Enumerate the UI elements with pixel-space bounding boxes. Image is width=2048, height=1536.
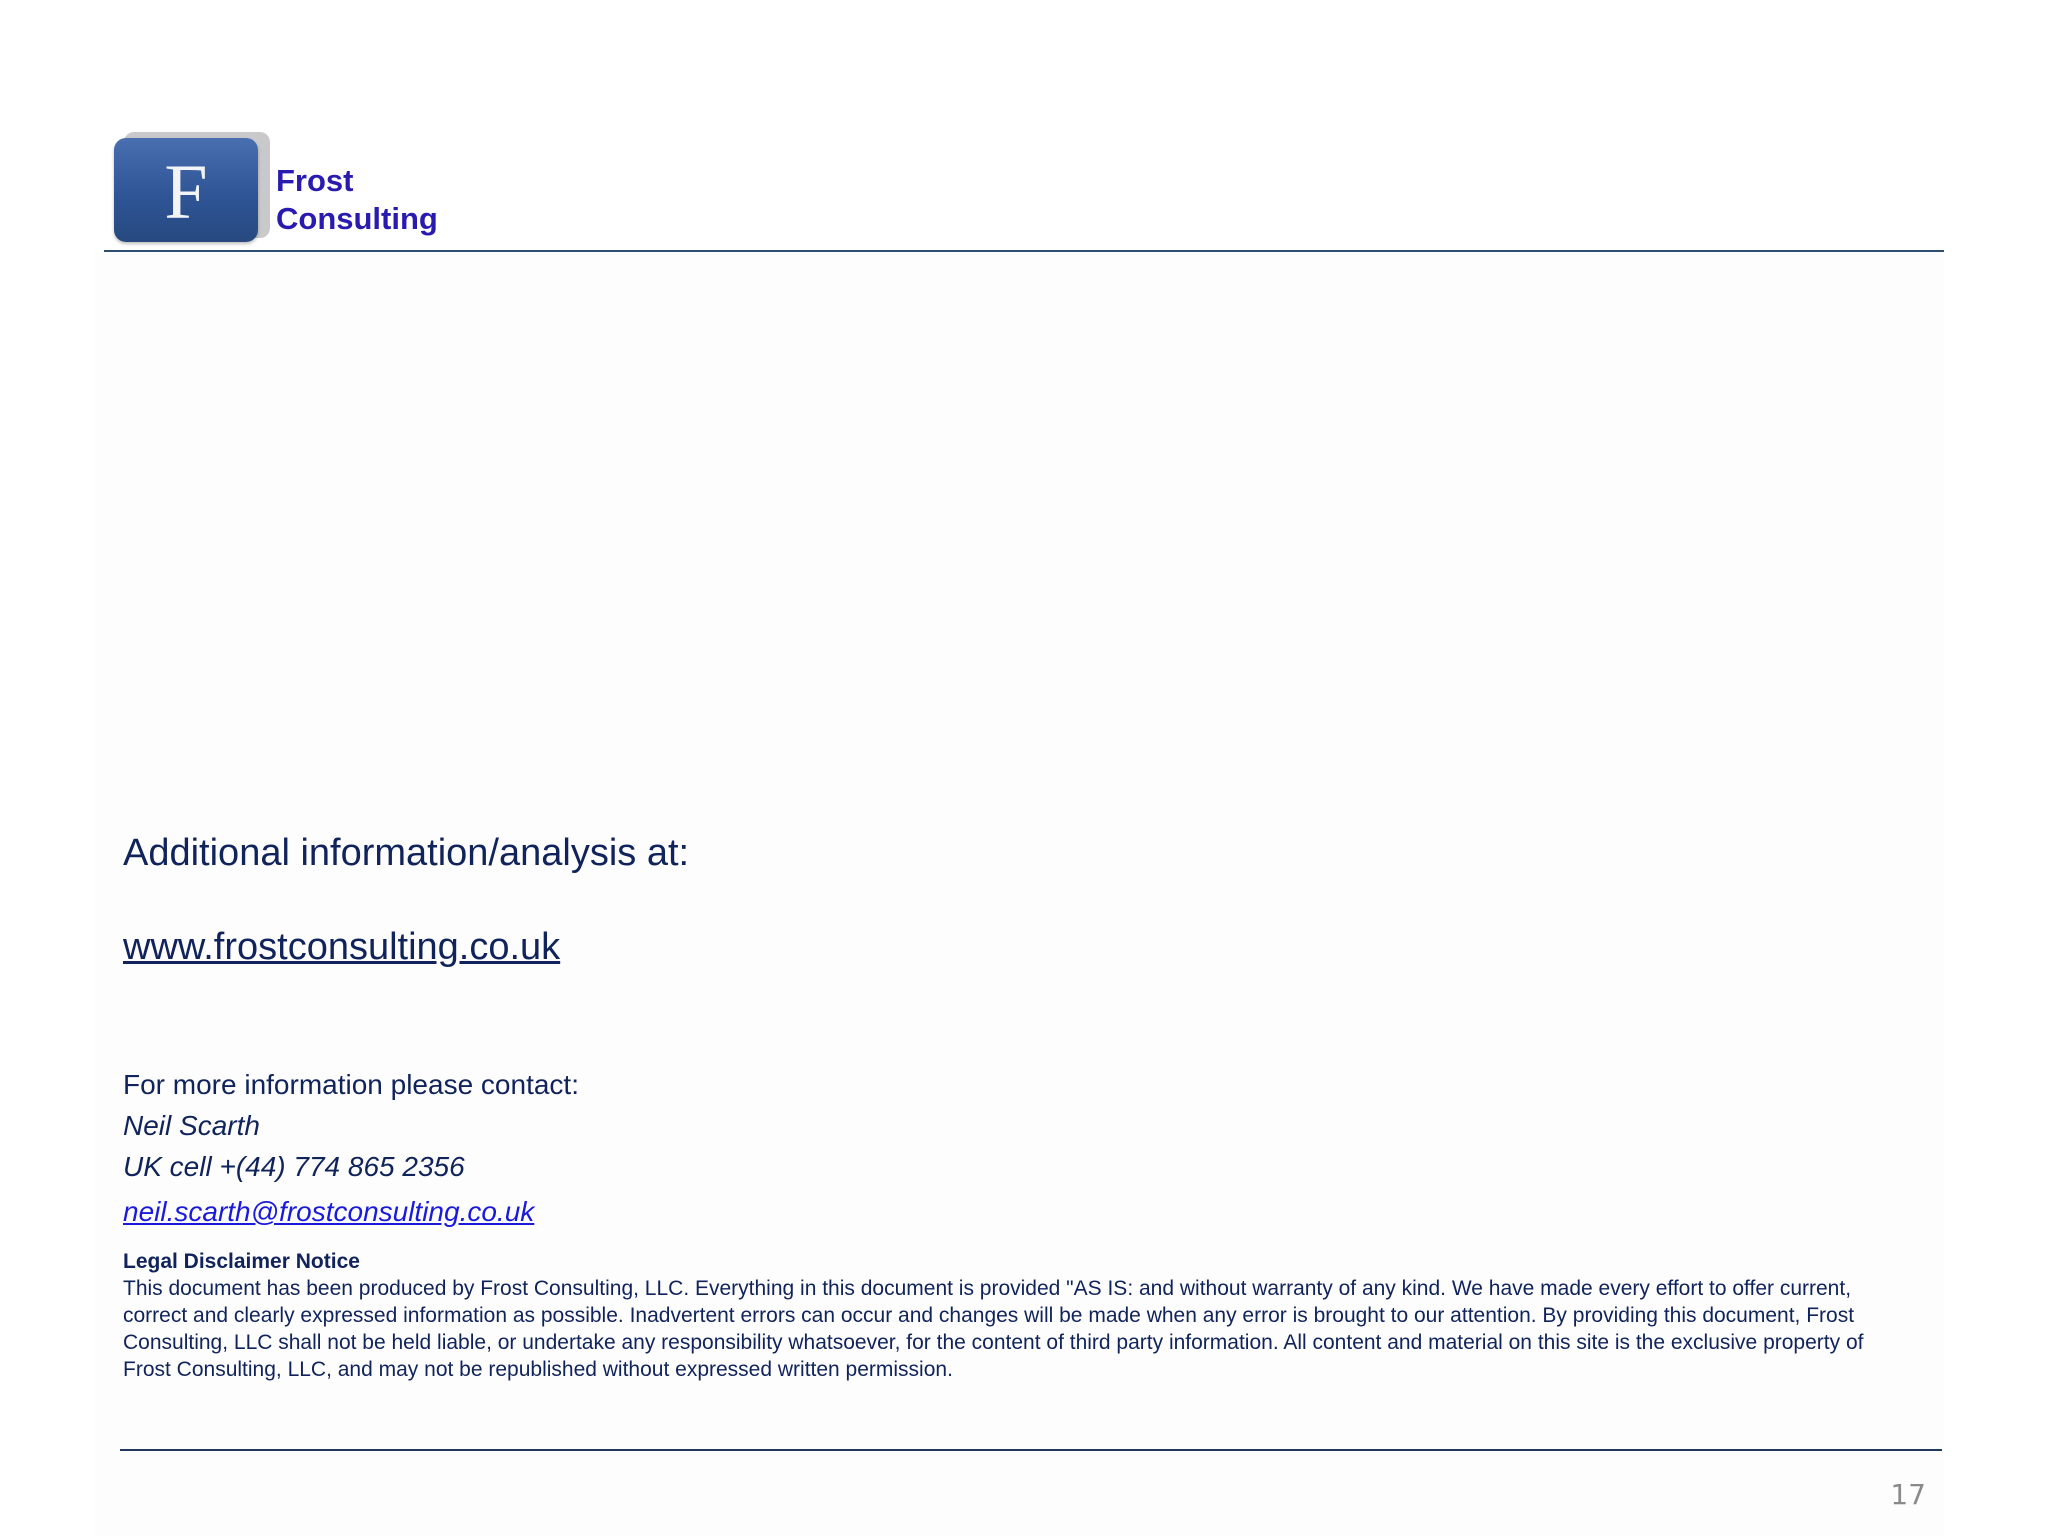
info-heading: Additional information/analysis at: — [123, 832, 690, 874]
contact-name: Neil Scarth — [123, 1110, 260, 1141]
disclaimer-title: Legal Disclaimer Notice — [123, 1250, 360, 1273]
frost-logo-icon — [114, 138, 258, 242]
brand-line-2: Consulting — [276, 201, 438, 236]
logo-letter: F — [164, 148, 208, 235]
brand-line-1: Frost — [276, 163, 354, 198]
contact-intro: For more information please contact: — [123, 1069, 579, 1100]
contact-phone: UK cell +(44) 774 865 2356 — [123, 1151, 465, 1182]
website-link[interactable]: www.frostconsulting.co.uk — [123, 926, 561, 968]
legal-disclaimer — [123, 1248, 1903, 1383]
brand-name — [276, 162, 438, 238]
contact-email-link[interactable]: neil.scarth@frostconsulting.co.uk — [123, 1196, 535, 1227]
footer-divider — [120, 1449, 1942, 1451]
page-number: 17 — [1890, 1478, 1926, 1511]
header-divider — [104, 250, 1944, 252]
disclaimer-body: This document has been produced by Frost Consulting, LLC. Everything in this document is provided "AS IS: and without warranty of any kind. We have made every effort to offer current, correct and clearly expressed information as possible. Inadvertent errors can occur and changes will be made when any error is brought to our attention. By providing this document, Frost Consulting, LLC shall not be held liable, or undertake any responsibility whatsoever, for the content of third party information. All content and material on this site is the exclusive property of Frost Consulting, LLC, and may not be republished without expressed written permission. — [123, 1277, 1864, 1381]
